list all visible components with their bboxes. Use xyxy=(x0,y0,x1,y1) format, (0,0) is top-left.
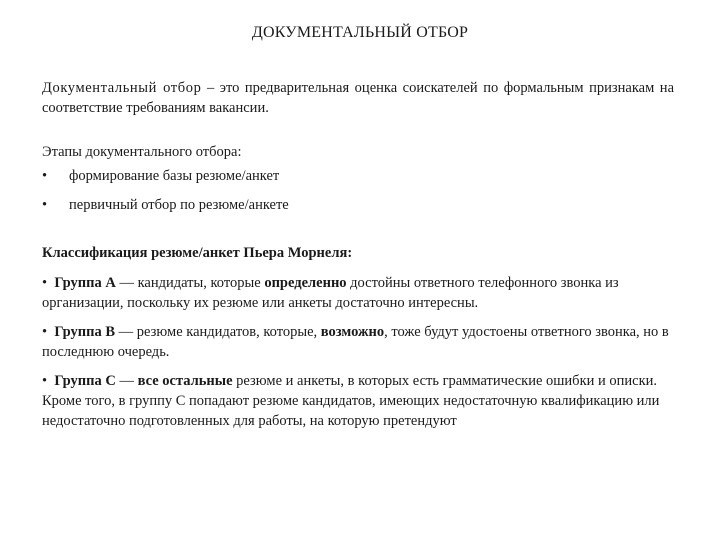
classification-heading: Классификация резюме/анкет Пьера Морнеля: xyxy=(42,245,353,261)
group-emphasis: все остальные xyxy=(137,373,233,389)
definition-term: Документальный отбор xyxy=(42,80,202,96)
group-dash: — кандидаты, которые xyxy=(115,275,265,291)
group-text: резюме и анкеты, в которых есть грамматические ошибки и описки. Кроме того, в группу С попадают резюме кандидатов, имеющих недостаточную квалификацию или недостаточно подготовленных для работы, на которую претендуют xyxy=(42,373,660,429)
group-emphasis: определенно xyxy=(264,275,347,291)
bullet-icon: • xyxy=(42,168,48,184)
stage-item-text: формирование базы резюме/анкет xyxy=(69,168,280,184)
group-name: Группа А xyxy=(54,275,116,291)
group-dash: — резюме кандидатов, которые, xyxy=(115,324,321,340)
definition-text: – это предварительная оценка соискателей по формальным признакам на соответствие требованиям вакансии. xyxy=(42,80,675,116)
group-text: , тоже будут удостоены ответного звонка, но в последнюю очередь. xyxy=(42,324,669,360)
group-name: Группа С xyxy=(54,373,116,389)
group-name: Группа В xyxy=(54,324,116,340)
bullet-icon: • xyxy=(42,197,48,213)
stage-item-text: первичный отбор по резюме/анкете xyxy=(69,197,289,213)
group-emphasis: возможно xyxy=(320,324,385,340)
bullet-icon: • xyxy=(42,373,48,389)
group-paragraph-b xyxy=(42,322,674,362)
group-paragraph-c xyxy=(42,371,674,431)
page-title: ДОКУМЕНТАЛЬНЫЙ ОТБОР xyxy=(251,24,469,41)
group-text: достойны ответного телефонного звонка из организации, поскольку их резюме или анкеты достаточно интересны. xyxy=(42,275,619,311)
group-dash: — xyxy=(115,373,138,389)
stages-heading: Этапы документального отбора: xyxy=(42,144,242,160)
list-item xyxy=(42,195,289,215)
bullet-icon: • xyxy=(42,275,48,291)
group-paragraph-a xyxy=(42,273,674,313)
bullet-icon: • xyxy=(42,324,48,340)
definition-paragraph xyxy=(42,78,674,118)
list-item xyxy=(42,166,279,186)
